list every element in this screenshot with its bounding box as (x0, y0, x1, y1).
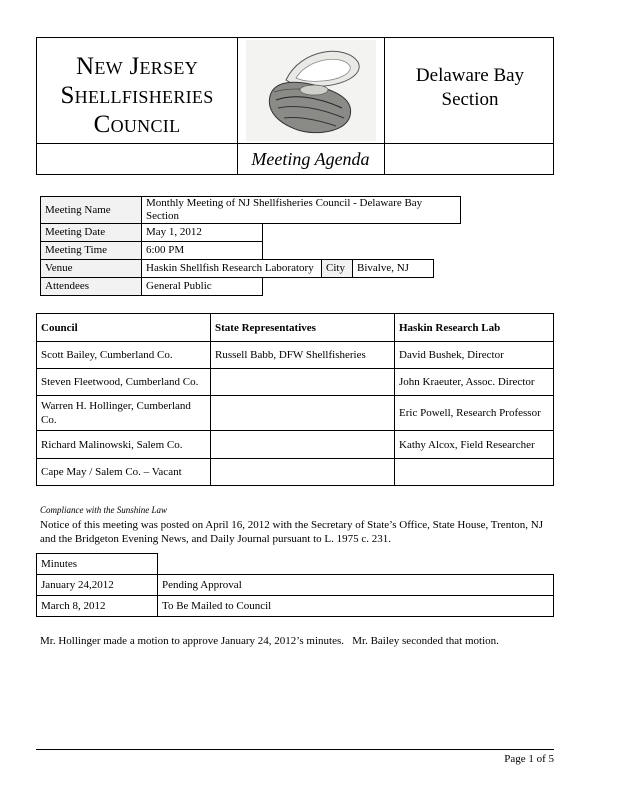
roster-cell: Russell Babb, DFW Shellfisheries (211, 342, 395, 369)
meeting-name-value: Monthly Meeting of NJ Shellfisheries Council - Delaware Bay Section (142, 197, 461, 224)
section-line-1: Delaware Bay (415, 65, 525, 86)
roster-cell (211, 431, 395, 459)
roster-cell: Cape May / Salem Co. – Vacant (37, 459, 211, 486)
roster-cell: Eric Powell, Research Professor (395, 396, 554, 431)
roster-cell (211, 396, 395, 431)
section-line-2: Section (441, 89, 499, 110)
roster-header-haskin: Haskin Research Lab (395, 314, 554, 342)
meeting-date-value: May 1, 2012 (142, 224, 263, 242)
venue-value: Haskin Shellfish Research Laboratory (142, 260, 322, 278)
attendees-value: General Public (142, 278, 263, 296)
roster-cell: Kathy Alcox, Field Researcher (395, 431, 554, 459)
city-value: Bivalve, NJ (353, 260, 434, 278)
table-row (37, 396, 554, 431)
roster-header-state: State Representatives (211, 314, 395, 342)
roster-cell: Scott Bailey, Cumberland Co. (37, 342, 211, 369)
org-line-1: New Jersey (75, 53, 199, 80)
table-row (37, 459, 554, 486)
roster-cell: David Bushek, Director (395, 342, 554, 369)
table-row (37, 369, 554, 396)
meeting-info (40, 196, 461, 296)
roster-cell (211, 459, 395, 486)
sunshine-caption: Compliance with the Sunshine Law (40, 505, 167, 515)
roster-header-council: Council (37, 314, 211, 342)
section-name (385, 64, 555, 112)
meeting-name-label: Meeting Name (41, 197, 142, 224)
roster-cell: John Kraeuter, Assoc. Director (395, 369, 554, 396)
venue-label: Venue (41, 260, 142, 278)
table-row (37, 575, 554, 596)
org-line-2: Shellfisheries (60, 82, 214, 109)
table-row (37, 596, 554, 617)
minutes-status: To Be Mailed to Council (158, 596, 554, 617)
roster-cell (395, 459, 554, 486)
org-name (37, 52, 237, 139)
minutes-status: Pending Approval (158, 575, 554, 596)
attendees-label: Attendees (41, 278, 142, 296)
org-line-3: Council (93, 111, 181, 138)
roster-cell: Warren H. Hollinger, Cumberland Co. (37, 396, 211, 431)
meeting-time-value: 6:00 PM (142, 242, 263, 260)
roster-table (36, 313, 554, 486)
meeting-time-label: Meeting Time (41, 242, 142, 260)
roster-cell: Richard Malinowski, Salem Co. (37, 431, 211, 459)
meeting-date-label: Meeting Date (41, 224, 142, 242)
minutes-date: March 8, 2012 (37, 596, 158, 617)
minutes-table (36, 553, 554, 617)
roster-cell (211, 369, 395, 396)
table-row (37, 342, 554, 369)
agenda-title: Meeting Agenda (251, 149, 370, 169)
page-number: Page 1 of 5 (504, 753, 554, 765)
roster-cell: Steven Fleetwood, Cumberland Co. (37, 369, 211, 396)
header-block (36, 37, 554, 175)
minutes-date: January 24,2012 (37, 575, 158, 596)
minutes-title: Minutes (37, 554, 158, 575)
oyster-icon (246, 40, 376, 141)
oyster-logo (246, 40, 376, 141)
motion-text: Mr. Hollinger made a motion to approve January 24, 2012’s minutes. Mr. Bailey seconded that motion. (40, 635, 499, 647)
footer-rule (36, 749, 554, 750)
table-row (37, 431, 554, 459)
city-label: City (322, 260, 353, 278)
sunshine-notice: Notice of this meeting was posted on April 16, 2012 with the Secretary of State’s Office, State House, Trenton, NJ and the Bridgeton Evening News, and Daily Journal pursuant to L. 1975 c. 231. (40, 519, 543, 545)
